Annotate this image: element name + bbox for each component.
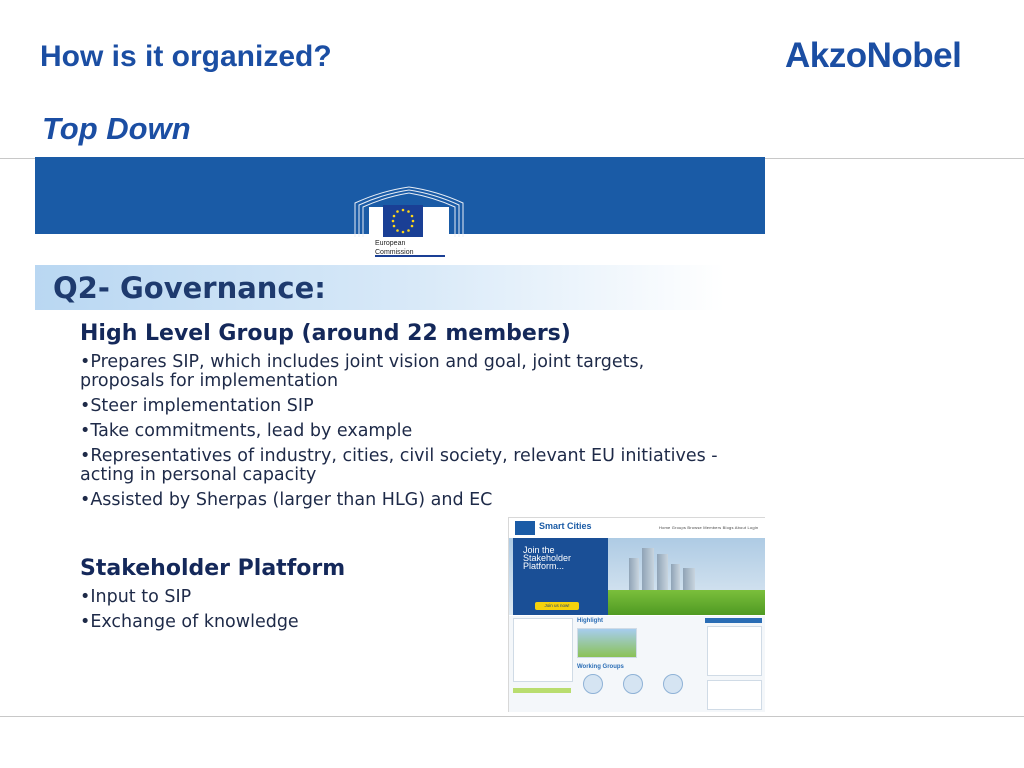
hlg-bullet: • Representatives of industry, cities, civil society, relevant EU initiatives - acting in personal capacity <box>80 447 720 485</box>
website-body <box>509 616 765 712</box>
hlg-heading: High Level Group (around 22 members) <box>80 321 571 346</box>
platform-heading: Stakeholder Platform <box>80 556 346 581</box>
governance-bar <box>35 265 725 310</box>
working-groups-title: Working Groups <box>577 664 624 670</box>
latest-members-box <box>513 618 573 682</box>
page-title: How is it organized? <box>40 40 332 73</box>
hero-title: Join the Stakeholder Platform... <box>523 545 572 571</box>
signup-bar <box>705 618 762 623</box>
green-bar <box>513 688 571 693</box>
ec-label <box>375 239 435 257</box>
platform-bullet: • Input to SIP <box>80 588 500 607</box>
smart-cities-logo-icon <box>515 521 535 535</box>
website-header <box>509 518 765 538</box>
ec-label-line1: European <box>375 240 406 247</box>
website-nav: Home Groups Browse Members Blogs About Login <box>659 525 759 530</box>
governance-title: Q2- Governance: <box>53 271 326 305</box>
smart-cities-website-screenshot <box>508 517 765 712</box>
hlg-bullet: • Steer implementation SIP <box>80 397 720 416</box>
akzonobel-logo: AkzoNobel <box>785 36 962 75</box>
join-button: Join us now! <box>535 602 579 610</box>
hlg-bullet: • Prepares SIP, which includes joint vision and goal, joint targets, proposals for implementation <box>80 353 720 391</box>
website-hero <box>509 538 765 615</box>
group-mobility-icon <box>663 674 683 694</box>
ec-label-line2: Commission <box>375 249 414 256</box>
platform-bullet-list <box>80 588 500 638</box>
group-networks-icon <box>623 674 643 694</box>
login-box <box>707 626 762 676</box>
highlight-title: Highlight <box>577 618 603 624</box>
hlg-bullet: • Assisted by Sherpas (larger than HLG) and EC <box>80 491 720 510</box>
hlg-bullet: • Take commitments, lead by example <box>80 422 720 441</box>
group-energy-icon <box>583 674 603 694</box>
platform-bullet: • Exchange of knowledge <box>80 613 500 632</box>
highlight-image <box>577 628 637 658</box>
hlg-bullet-list <box>80 353 720 516</box>
page-subtitle: Top Down <box>42 111 191 146</box>
grass-shape <box>608 590 765 615</box>
website-logo-text: Smart Cities <box>539 521 592 531</box>
subscribe-box <box>707 680 762 710</box>
bottom-divider <box>0 716 1024 717</box>
embedded-slide <box>35 157 765 712</box>
